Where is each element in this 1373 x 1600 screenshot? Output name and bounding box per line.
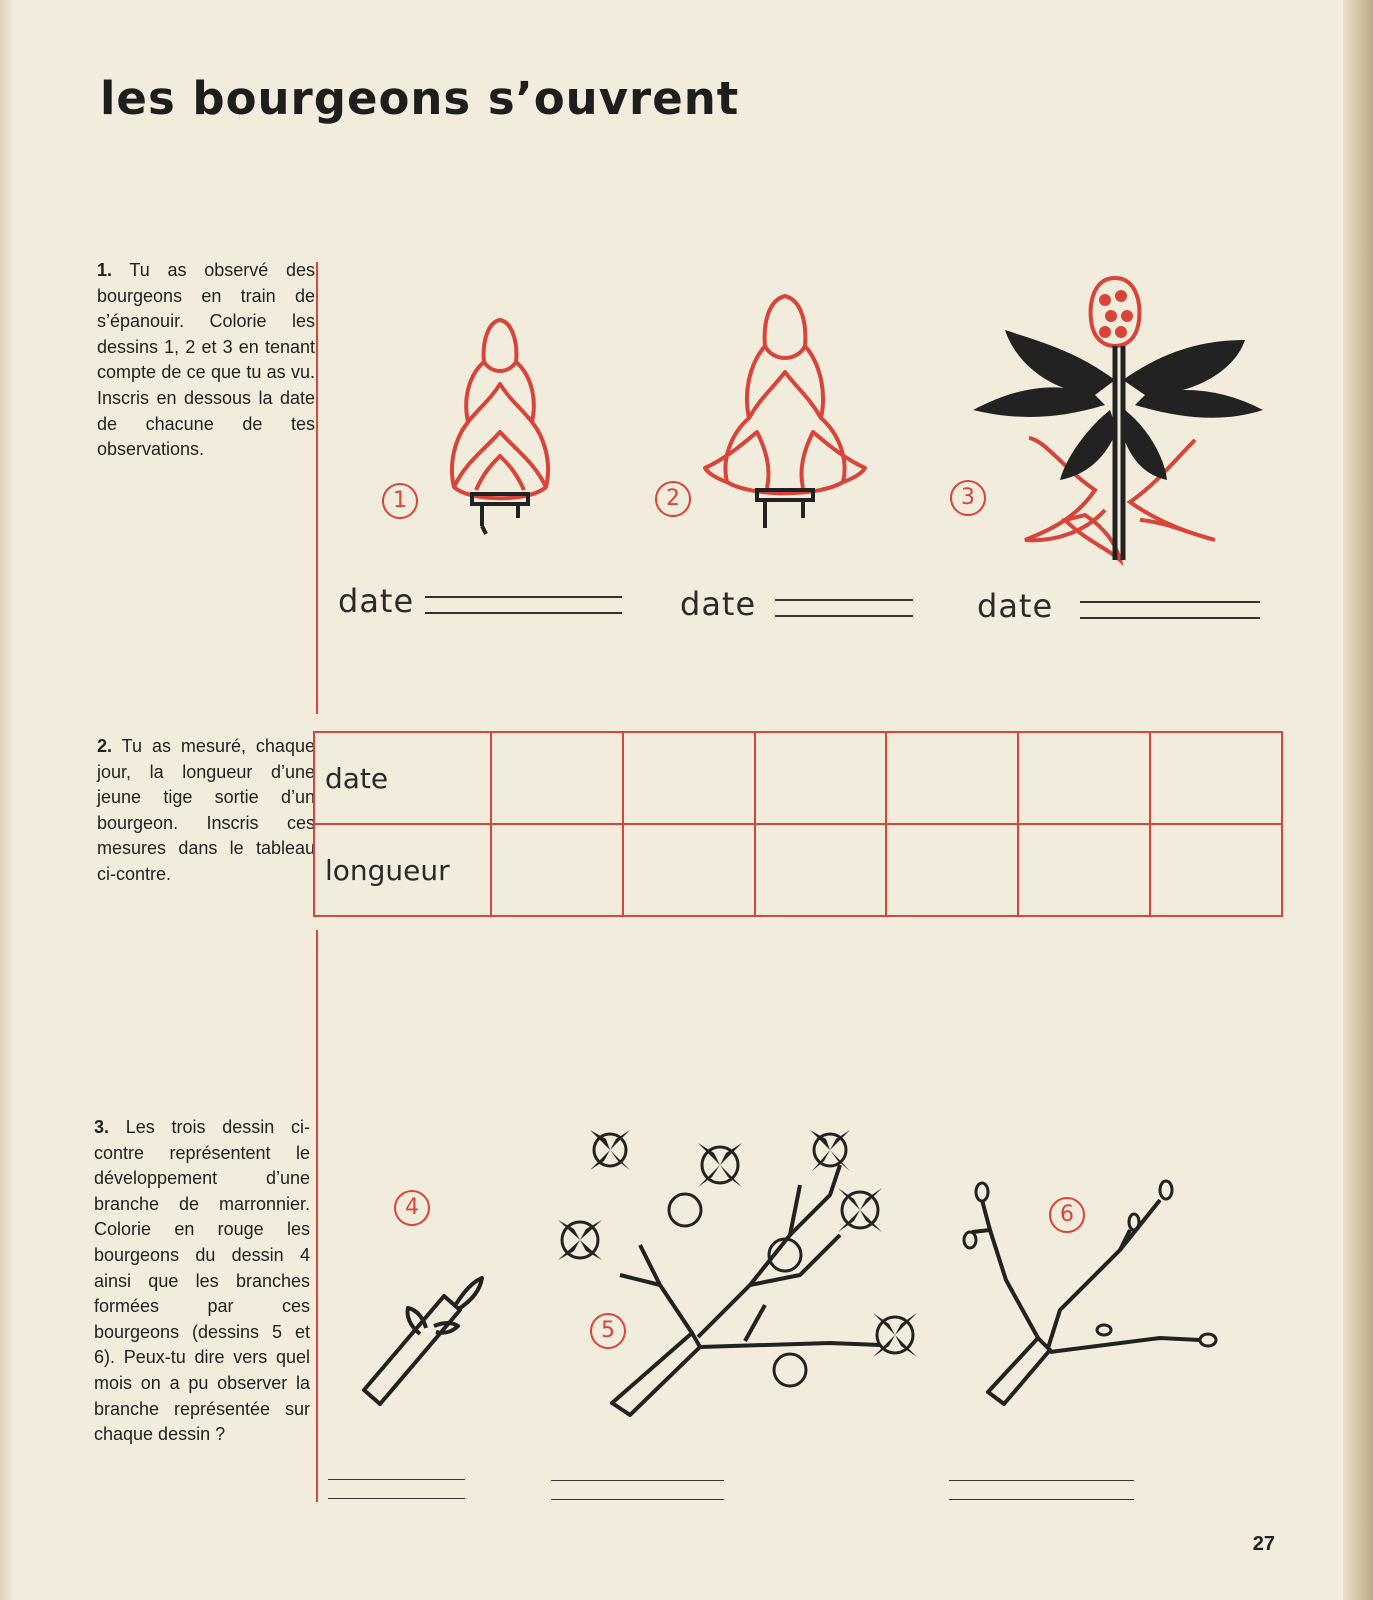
exercise-1-number: 1. [97,260,113,280]
exercise-1-divider [316,262,318,714]
length-cell-3[interactable] [755,824,887,916]
exercise-2-instructions: Tu as mesuré, chaque jour, la longueur d’une jeune tige sortie d’un bourgeon. Inscris ces mesures dans le tableau ci-contre. [97,736,315,884]
table-row-date [314,732,1282,824]
page-edge [1343,0,1373,1600]
exercise-3-number: 3. [94,1117,110,1137]
date-label-2: date [680,585,757,623]
exercise-3-divider [316,930,318,1502]
measurement-table [313,731,1283,917]
date-cell-5[interactable] [1018,732,1150,824]
figure-3-number: 3 [950,480,986,516]
page-number: 27 [1252,1533,1275,1555]
table-row-longueur [314,824,1282,916]
bud-opening-icon [705,292,865,542]
length-cell-6[interactable] [1150,824,1282,916]
page-fold-shadow [0,0,14,1600]
date-label-1: date [338,582,415,620]
figure-4-number: 4 [394,1190,430,1226]
answer-line-5a[interactable] [551,1480,724,1481]
bud-open-leaves-icon [945,270,1285,580]
bud-closed-icon [430,312,570,547]
exercise-3-text [94,1115,310,1448]
twig-buds-icon [360,1270,490,1410]
branch-bare-icon [960,1170,1220,1410]
exercise-2-text [97,734,315,888]
date-cell-2[interactable] [623,732,755,824]
date-line-1b[interactable] [425,612,622,614]
exercise-3-instructions: Les trois dessin ci-contre représentent le développement d’une branche de marronnier. Colorie en rouge les bourgeons du dessin 4 ainsi que les branches formées par ces bourgeons (dessins 5 et 6). Peux-tu dire vers quel mois on a pu observer la branche représentée sur chaque dessin ? [94,1117,310,1445]
page-title: les bourgeons s’ouvrent [100,72,740,125]
answer-line-4a[interactable] [328,1479,465,1480]
answer-line-6a[interactable] [949,1480,1134,1481]
figure-5-number: 5 [590,1313,626,1349]
row-label-date: date [314,732,491,824]
exercise-2-number: 2. [97,736,113,756]
date-label-3: date [977,587,1054,625]
answer-line-6b[interactable] [949,1499,1134,1500]
length-cell-1[interactable] [491,824,623,916]
length-cell-2[interactable] [623,824,755,916]
length-cell-5[interactable] [1018,824,1150,916]
date-line-2a[interactable] [775,599,913,601]
exercise-1-instructions: Tu as observé des bourgeons en train de s’épanouir. Colorie les dessins 1, 2 et 3 en tenant compte de ce que tu as vu. Inscris en dessous la date de chacune de tes observations. [97,260,315,460]
row-label-longueur: longueur [314,824,491,916]
figure-6-number: 6 [1049,1197,1085,1233]
branch-flowering-icon [550,1125,950,1415]
date-cell-1[interactable] [491,732,623,824]
answer-line-5b[interactable] [551,1499,724,1500]
date-line-1a[interactable] [425,596,622,598]
answer-line-4b[interactable] [328,1498,465,1499]
exercise-1-text [97,258,315,463]
date-cell-6[interactable] [1150,732,1282,824]
figure-1-number: 1 [382,483,418,519]
date-line-3a[interactable] [1080,601,1260,603]
date-cell-3[interactable] [755,732,887,824]
length-cell-4[interactable] [886,824,1018,916]
date-line-3b[interactable] [1080,617,1260,619]
date-cell-4[interactable] [886,732,1018,824]
figure-2-number: 2 [655,481,691,517]
date-line-2b[interactable] [775,615,913,617]
